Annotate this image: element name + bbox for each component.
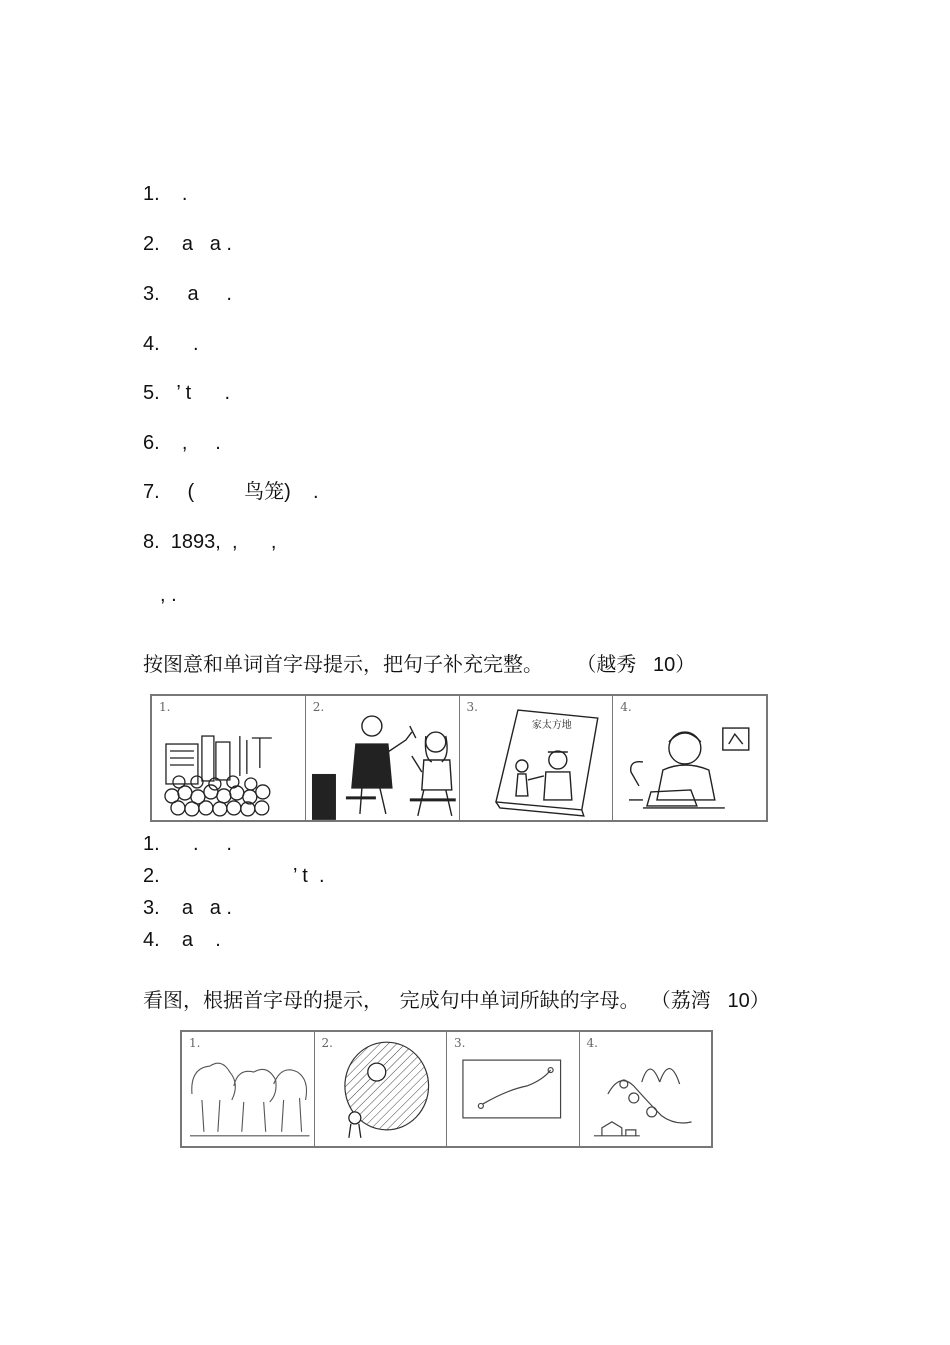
writing-boy-sketch [613,696,766,820]
book-sketch [460,696,613,820]
net-sketch [315,1032,447,1146]
panel-number: 1. [189,1036,201,1050]
section2-line-4: 4. a . [143,929,221,951]
section1-line-1: 1. . [143,183,188,205]
section2-line-2: 2. ’ t . [143,865,325,887]
section2-line-1: 1. . . [143,833,232,855]
book-title-text: 家太方地 [531,720,572,732]
panel-number: 3. [454,1036,466,1050]
panel-number: 2. [321,1036,333,1050]
section1-continuation: , . [160,584,177,606]
picture-panel-hill [580,1032,712,1146]
section1-line-4: 4. . [143,333,199,355]
picture-panel-writing [613,696,766,820]
panel-number: 4. [586,1036,598,1050]
forest-sketch [182,1032,314,1146]
section1-line-8: 8. 1893, , , [143,531,277,553]
picture-panel-book [460,696,614,820]
picture-panel-crowd [152,696,306,820]
panel-number: 3. [466,700,478,714]
crowd-sketch [152,696,305,820]
panel-number: 1. [159,700,171,714]
section1-line-7: 7. ( 鸟笼) . [143,481,319,503]
picture-panel-forest [182,1032,315,1146]
panel-number: 4. [620,700,632,714]
section2-picture-strip [150,694,768,822]
section2-heading: 按图意和单词首字母提示，把句子补充完整。 （越秀 10） [143,654,696,676]
section2-line-3: 3. a a . [143,897,232,919]
section1-line-5: 5. ’ t . [143,382,231,404]
picture-panel-doctor [306,696,460,820]
picture-panel-map [447,1032,580,1146]
section3-heading: 看图，根据首字母的提示， 完成句中单词所缺的字母。 （荔湾 10） [143,990,770,1012]
section1-line-6: 6. , . [143,432,221,454]
section1-line-3: 3. a . [143,283,232,305]
section1-line-2: 2. a a . [143,233,232,255]
doctor-sketch [306,696,459,820]
section3-picture-strip [180,1030,713,1148]
panel-number: 2. [312,700,325,714]
hill-sketch [580,1032,712,1146]
picture-panel-net [315,1032,448,1146]
route-sketch [447,1032,579,1146]
